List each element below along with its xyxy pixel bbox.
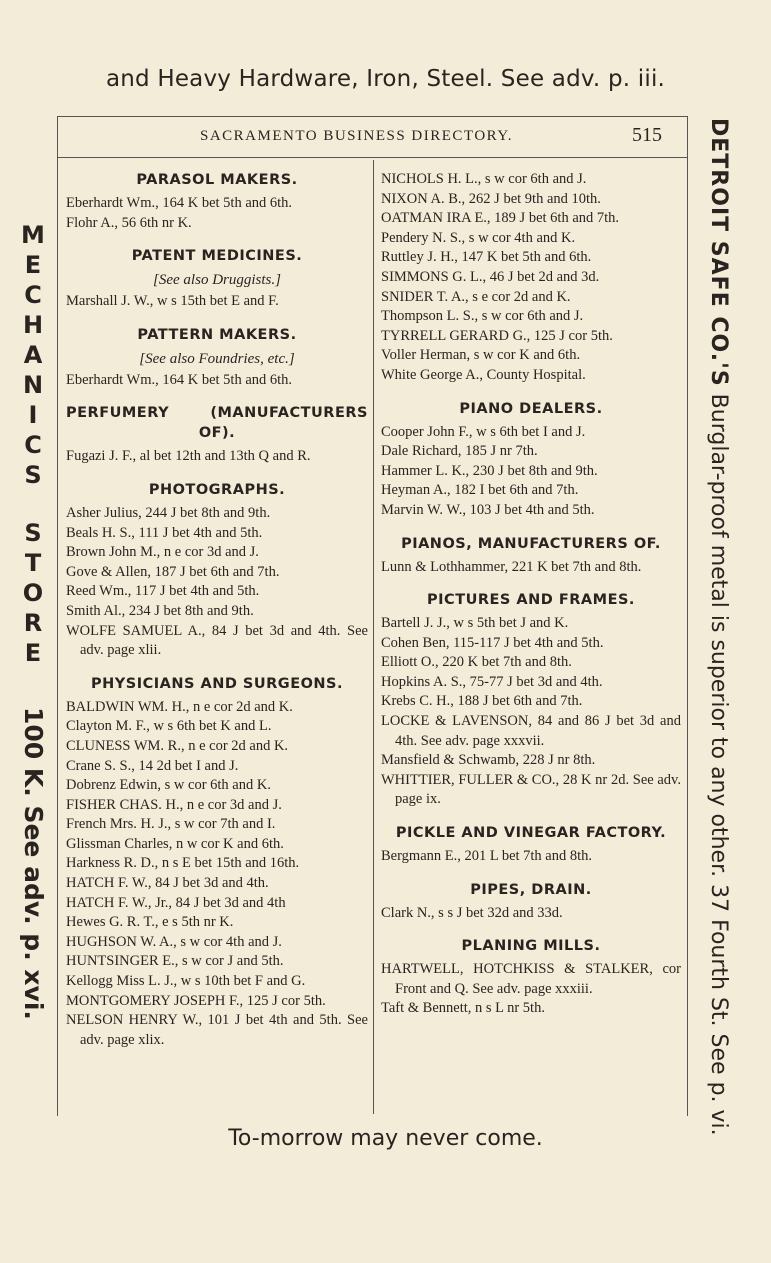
directory-entry: Thompson L. S., s w cor 6th and J.: [381, 308, 584, 325]
section-heading: PIPES, DRAIN.: [470, 881, 592, 898]
directory-entry: Glissman Charles, n w cor K and 6th.: [66, 835, 284, 852]
directory-entry: Ruttley J. H., 147 K bet 5th and 6th.: [381, 249, 592, 266]
page-number: 515: [632, 124, 662, 146]
section-gap: [66, 312, 368, 325]
column-divider: [373, 160, 374, 1114]
directory-entry: Lunn & Lothhammer, 221 K bet 7th and 8th.: [381, 558, 642, 575]
directory-entry: OATMAN IRA E., 189 J bet 6th and 7th.: [381, 210, 620, 227]
directory-entry: Gove & Allen, 187 J bet 6th and 7th.: [66, 563, 280, 580]
right-margin-rotated-text: [700, 118, 736, 1136]
left-margin-letter: O: [22, 579, 44, 607]
left-margin-letter: S: [24, 519, 42, 547]
directory-entry: Marvin W. W., 103 J bet 4th and 5th.: [381, 501, 595, 518]
directory-entry: HUGHSON W. A., s w cor 4th and J.: [66, 933, 282, 950]
directory-entry: Hopkins A. S., 75-77 J bet 3d and 4th.: [381, 673, 603, 690]
directory-entry: Brown John M., n e cor 3d and J.: [66, 544, 259, 561]
section-heading: PATTERN MAKERS.: [137, 326, 297, 343]
running-header-title: SACRAMENTO BUSINESS DIRECTORY.: [200, 128, 513, 144]
left-margin-letter: N: [22, 371, 44, 399]
directory-entry: Taft & Bennett, n s L nr 5th.: [381, 1000, 545, 1017]
section-heading: PICTURES AND FRAMES.: [427, 592, 635, 609]
directory-entry: SIMMONS G. L., 46 J bet 2d and 3d.: [381, 268, 600, 285]
left-margin-letter: C: [24, 431, 42, 459]
directory-entry: Pendery N. S., s w cor 4th and K.: [381, 229, 576, 246]
bottom-slogan-banner: To-morrow may never come.: [228, 1126, 543, 1151]
left-margin-letter: T: [24, 549, 42, 577]
directory-entry: Elliott O., 220 K bet 7th and 8th.: [381, 654, 572, 671]
section-gap: [381, 810, 681, 823]
directory-entry: HUNTSINGER E., s w cor J and 5th.: [66, 953, 284, 970]
section-heading: PICKLE AND VINEGAR FACTORY.: [395, 825, 667, 842]
frame-top-rule: [58, 116, 687, 117]
left-margin-letter: S: [24, 461, 42, 489]
directory-entry: WHITTIER, FULLER & CO., 28 K nr 2d. See adv. page ix.: [381, 771, 681, 808]
right-column: [381, 170, 681, 1019]
directory-entry: Clayton M. F., w s 6th bet K and L.: [66, 718, 272, 735]
left-margin-letter: M: [21, 221, 45, 249]
directory-entry: Mansfield & Schwamb, 228 J nr 8th.: [381, 752, 596, 769]
directory-entry: Dobrenz Edwin, s w cor 6th and K.: [66, 777, 271, 794]
directory-entry: WOLFE SAMUEL A., 84 J bet 3d and 4th. See adv. page xlii.: [66, 622, 368, 659]
left-margin-letter: H: [22, 311, 44, 339]
directory-entry: CLUNESS WM. R., n e cor 2d and K.: [66, 737, 289, 754]
directory-entry: Asher Julius, 244 J bet 8th and 9th.: [66, 504, 271, 521]
section-gap: [66, 661, 368, 674]
cross-reference-note: [See also Druggists.]: [153, 272, 281, 289]
directory-entry: Eberhardt Wm., 164 K bet 5th and 6th.: [66, 195, 293, 211]
section-gap: [381, 521, 681, 534]
left-margin-letter: A: [23, 341, 43, 369]
directory-entry: Hewes G. R. T., e s 5th nr K.: [66, 914, 234, 931]
section-heading: PATENT MEDICINES.: [131, 248, 303, 265]
directory-entry: Flohr A., 56 6th nr K.: [66, 214, 192, 231]
directory-entry: Krebs C. H., 188 J bet 6th and 7th.: [381, 693, 583, 710]
directory-entry: NICHOLS H. L., s w cor 6th and J.: [381, 171, 587, 187]
section-gap: [381, 386, 681, 399]
directory-entry: FISHER CHAS. H., n e cor 3d and J.: [66, 796, 282, 813]
left-margin-letter: R: [23, 609, 43, 637]
directory-entry: LOCKE & LAVENSON, 84 and 86 J bet 3d and 4th. See adv. page xxxvii.: [381, 713, 681, 749]
left-margin-letter: I: [28, 401, 38, 429]
right-margin-advertisement: [700, 118, 736, 1136]
directory-entry: Reed Wm., 117 J bet 4th and 5th.: [66, 583, 260, 600]
directory-entry: Clark N., s s J bet 32d and 33d.: [381, 904, 563, 921]
left-margin-letter: E: [24, 639, 42, 667]
directory-entry: White George A., County Hospital.: [381, 366, 586, 383]
left-margin-letter: C: [24, 281, 42, 309]
directory-entry: MONTGOMERY JOSEPH F., 125 J cor 5th.: [66, 992, 326, 1009]
section-heading: PERFUMERY (MANUFACTURERS OF).: [66, 405, 368, 442]
directory-entry: Cooper John F., w s 6th bet I and J.: [381, 423, 586, 440]
left-margin-advertisement: [10, 220, 56, 1020]
directory-entry: Beals H. S., 111 J bet 4th and 5th.: [66, 524, 263, 541]
right-margin-slogan: Burglar-proof metal is superior to any other. 37 Fourth St. See p. vi.: [706, 386, 731, 1136]
directory-entry: Smith Al., 234 J bet 8th and 9th.: [66, 602, 254, 619]
directory-entry: Fugazi J. F., al bet 12th and 13th Q and R.: [66, 448, 311, 465]
directory-entry: Cohen Ben, 115-117 J bet 4th and 5th.: [381, 634, 604, 651]
directory-entry: NELSON HENRY W., 101 J bet 4th and 5th. See adv. page xlix.: [66, 1012, 368, 1048]
directory-entry: Dale Richard, 185 J nr 7th.: [381, 443, 538, 460]
section-gap: [381, 577, 681, 590]
directory-entry: Hammer L. K., 230 J bet 8th and 9th.: [381, 462, 598, 479]
left-margin-rotated-text: 100 K. See adv. p. xvi.: [19, 707, 48, 1020]
section-gap: [381, 867, 681, 880]
directory-entry: TYRRELL GERARD G., 125 J cor 5th.: [381, 327, 613, 344]
section-heading: PIANOS, MANUFACTURERS OF.: [401, 535, 661, 552]
directory-entry: Marshall J. W., w s 15th bet E and F.: [66, 293, 279, 310]
section-heading: PHYSICIANS AND SURGEONS.: [90, 675, 344, 692]
section-gap: [66, 390, 368, 403]
left-column: [66, 170, 368, 1050]
directory-entry: French Mrs. H. J., s w cor 7th and I.: [66, 816, 276, 833]
left-margin-letter: E: [24, 251, 42, 279]
directory-entry: Heyman A., 182 I bet 6th and 7th.: [381, 482, 579, 499]
section-gap: [381, 923, 681, 936]
section-gap: [66, 467, 368, 480]
section-heading: PLANING MILLS.: [461, 938, 601, 955]
directory-entry: Eberhardt Wm., 164 K bet 5th and 6th.: [66, 371, 293, 388]
directory-entry: SNIDER T. A., s e cor 2d and K.: [381, 288, 571, 305]
right-margin-brand: DETROIT SAFE CO.'S: [706, 118, 731, 387]
directory-entry: Bergmann E., 201 L bet 7th and 8th.: [381, 848, 593, 865]
top-advertisement-banner: and Heavy Hardware, Iron, Steel. See adv. p. iii.: [105, 66, 666, 92]
section-heading: PIANO DEALERS.: [459, 400, 603, 417]
directory-entry: HATCH F. W., 84 J bet 3d and 4th.: [66, 875, 269, 892]
section-heading: PARASOL MAKERS.: [136, 172, 298, 188]
cross-reference-note: [See also Foundries, etc.]: [139, 350, 295, 367]
directory-entry: NIXON A. B., 262 J bet 9th and 10th.: [381, 190, 601, 207]
directory-entry: BALDWIN WM. H., n e cor 2d and K.: [66, 698, 293, 715]
section-gap: [66, 233, 368, 246]
directory-entry: Bartell J. J., w s 5th bet J and K.: [381, 615, 569, 632]
directory-entry: Harkness R. D., n s E bet 15th and 16th.: [66, 855, 300, 872]
directory-entry: Voller Herman, s w cor K and 6th.: [381, 347, 581, 364]
left-margin-stacked-letters: [10, 220, 56, 668]
header-rule: [58, 157, 687, 158]
directory-entry: Crane S. S., 14 2d bet I and J.: [66, 757, 239, 774]
directory-entry: HARTWELL, HOTCHKISS & STALKER, cor Front and Q. See adv. page xxxiii.: [381, 961, 681, 997]
directory-entry: HATCH F. W., Jr., 84 J bet 3d and 4th: [66, 894, 286, 911]
section-heading: PHOTOGRAPHS.: [148, 481, 286, 498]
directory-entry: Kellogg Miss L. J., w s 10th bet F and G.: [66, 973, 306, 990]
